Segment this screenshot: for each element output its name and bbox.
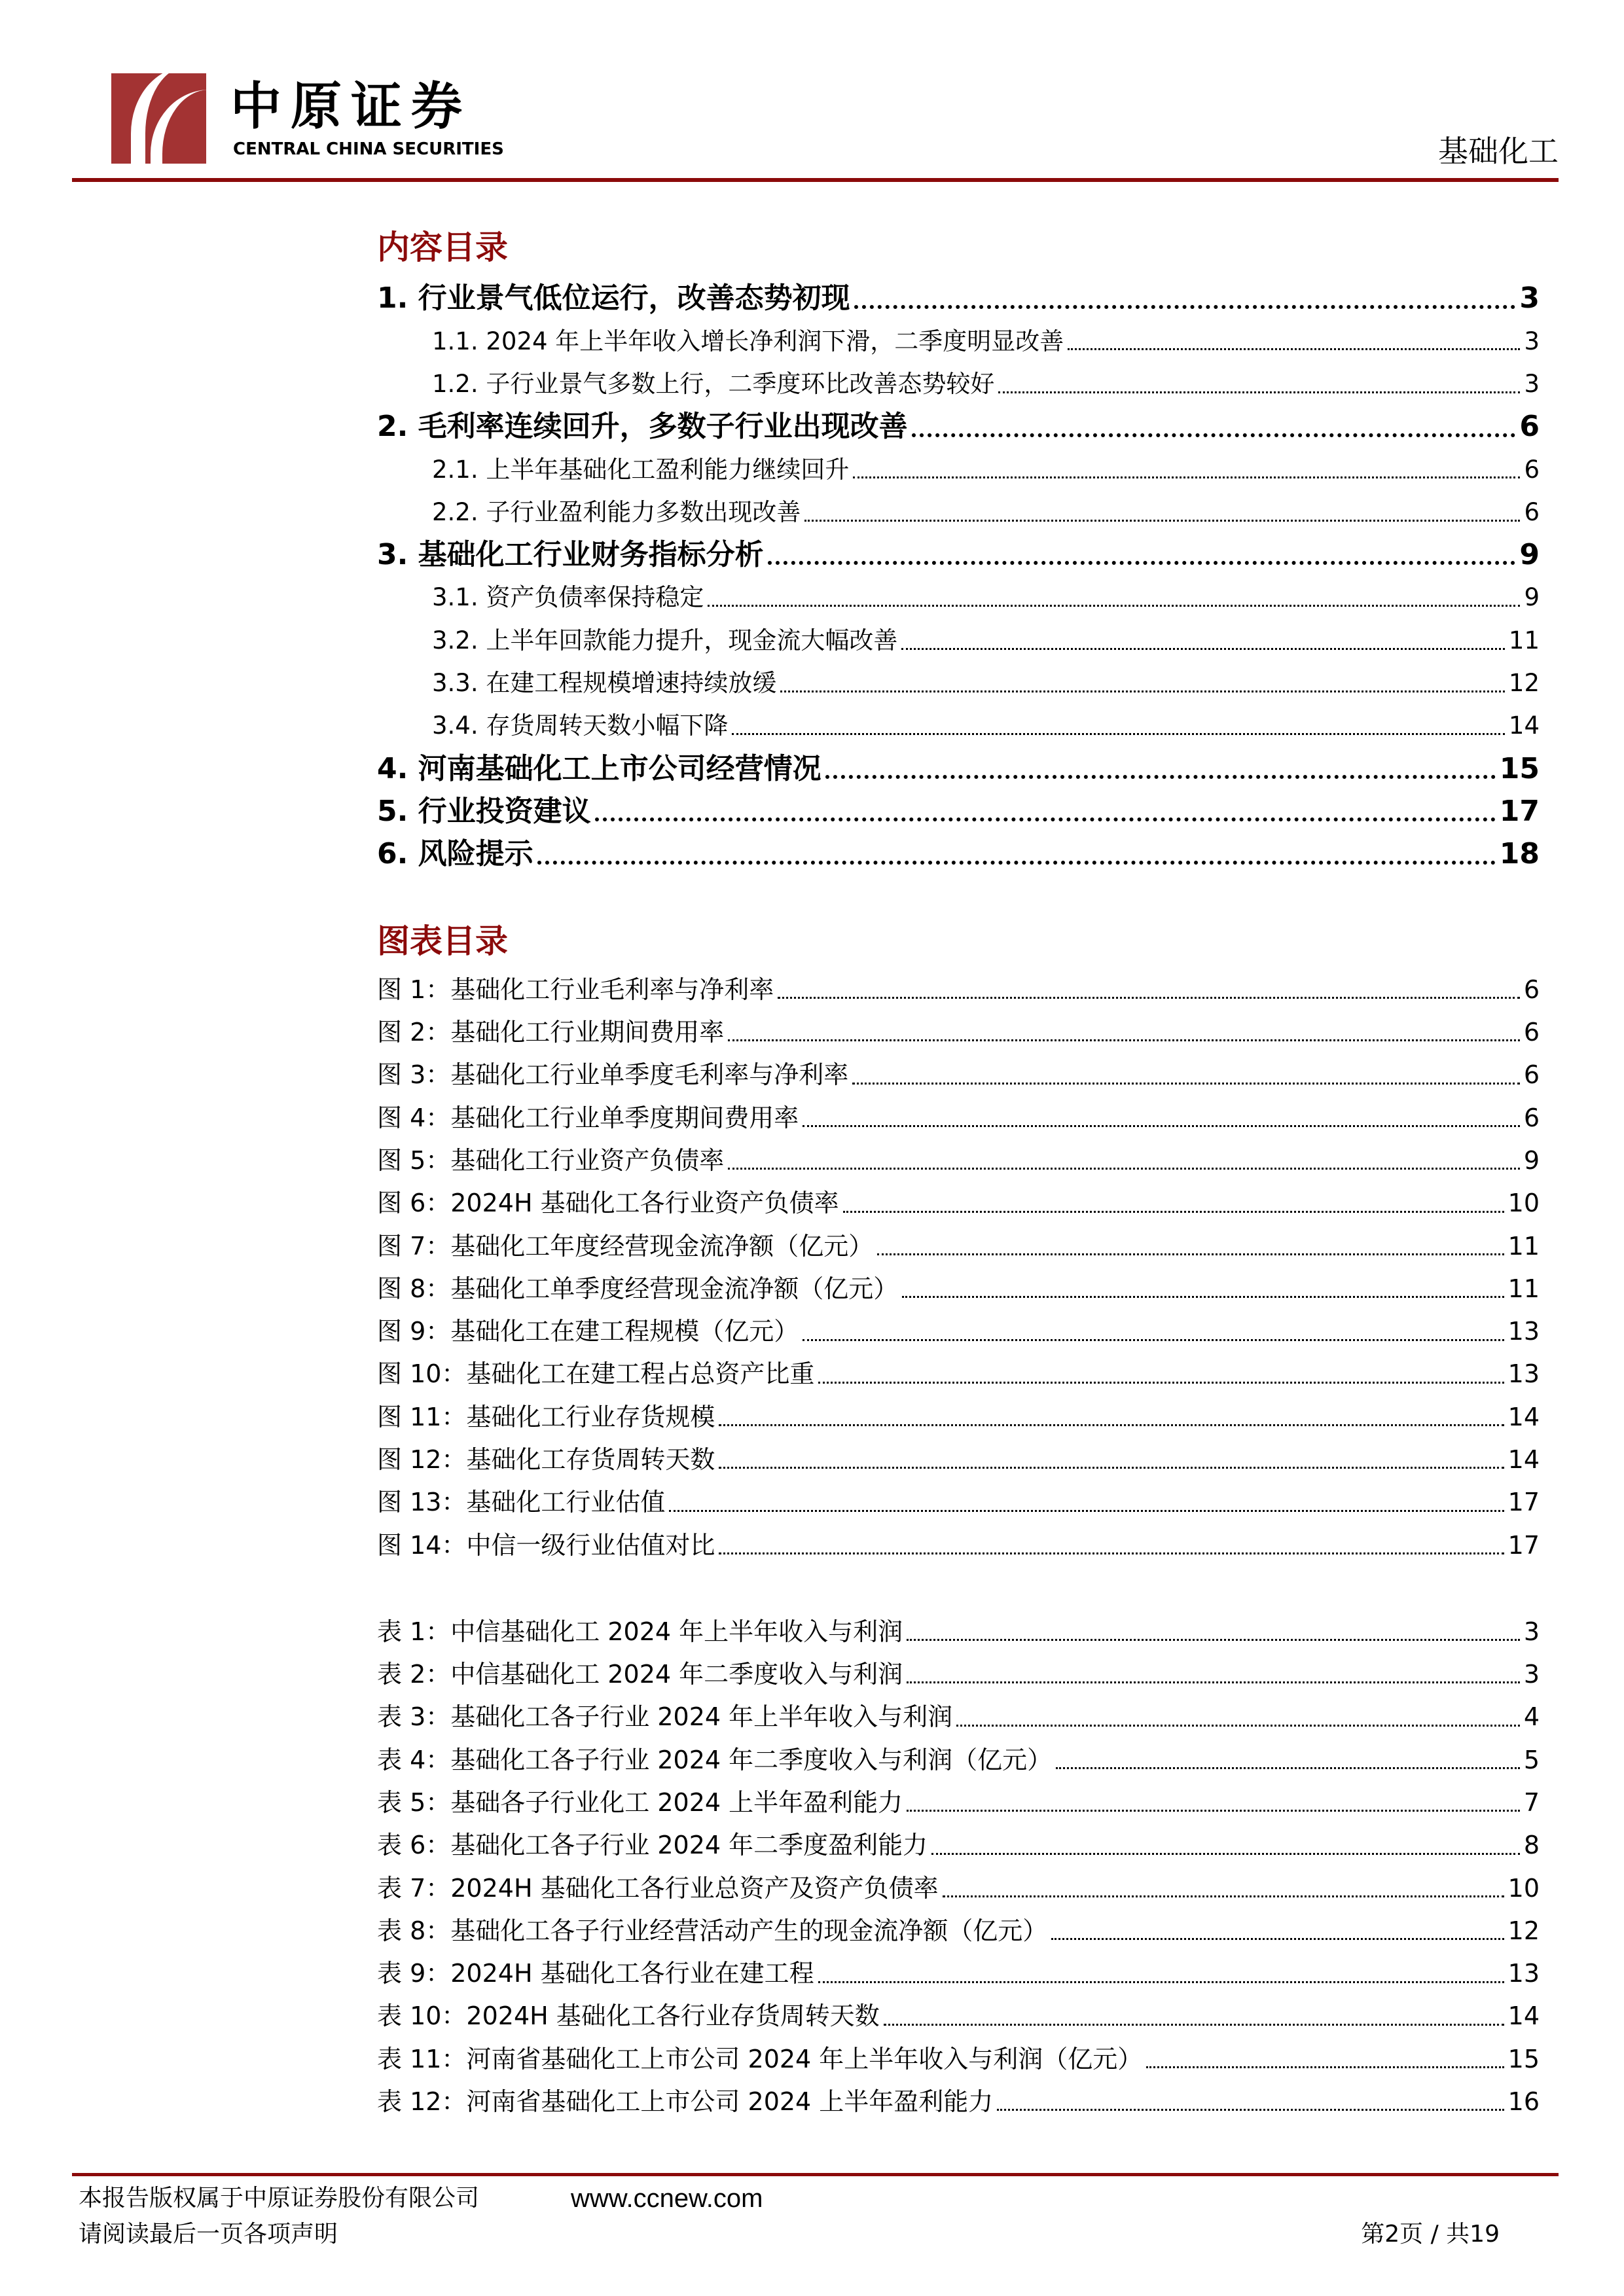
toc-entry[interactable] xyxy=(377,448,1540,491)
toc-entry[interactable] xyxy=(377,747,1540,790)
entry-page: 16 xyxy=(1507,2087,1540,2117)
entry-label: 表 11：河南省基础化工上市公司 2024 年上半年收入与利润（亿元） xyxy=(377,2044,1143,2073)
entry-page: 13 xyxy=(1507,1317,1540,1346)
entry-label: 图 13：基础化工行业估值 xyxy=(377,1488,666,1517)
toc-entry[interactable] xyxy=(377,833,1540,876)
toc-entry[interactable] xyxy=(377,363,1540,406)
logo-text-cn: 中原证券 xyxy=(230,77,472,136)
toc-entry[interactable] xyxy=(377,320,1540,363)
entry-page: 13 xyxy=(1507,1359,1540,1389)
entry-page: 3 xyxy=(1523,1660,1540,1689)
entry-page: 17 xyxy=(1507,1530,1540,1560)
dot-leader xyxy=(728,1039,1520,1041)
entry-page: 6 xyxy=(1524,497,1540,526)
dot-leader xyxy=(719,1467,1504,1469)
toc-entry[interactable] xyxy=(377,969,1540,1011)
entry-label: 表 12：河南省基础化工上市公司 2024 上半年盈利能力 xyxy=(377,2087,994,2117)
entry-page: 15 xyxy=(1507,2044,1540,2073)
entry-label: 图 5：基础化工行业资产负债率 xyxy=(377,1145,725,1175)
entry-page: 15 xyxy=(1499,751,1540,785)
header-divider xyxy=(72,178,1559,182)
entry-page: 6 xyxy=(1524,455,1540,484)
entry-label: 3. 基础化工行业财务指标分析 xyxy=(377,538,764,572)
entry-label: 表 8：基础化工各子行业经营活动产生的现金流净额（亿元） xyxy=(377,1916,1048,1945)
entry-label: 图 8：基础化工单季度经营现金流净额（亿元） xyxy=(377,1274,899,1303)
toc-entry[interactable] xyxy=(377,1696,1540,1739)
toc-entry[interactable] xyxy=(377,1139,1540,1182)
entry-page: 14 xyxy=(1507,1402,1540,1431)
dot-leader xyxy=(943,1895,1504,1897)
toc-entry[interactable] xyxy=(377,534,1540,577)
table-list xyxy=(377,1611,1540,2124)
toc-entry[interactable] xyxy=(377,1354,1540,1396)
dot-leader xyxy=(728,1168,1520,1170)
entry-label: 表 9：2024H 基础化工各行业在建工程 xyxy=(377,1959,814,1988)
dot-leader xyxy=(669,1510,1504,1512)
dot-leader xyxy=(719,1424,1504,1426)
entry-label: 3.1. 资产负债率保持稳定 xyxy=(432,583,704,612)
entry-page: 9 xyxy=(1523,1145,1540,1175)
entry-page: 14 xyxy=(1508,711,1540,740)
logo-mark-icon xyxy=(111,73,206,164)
toc-entry[interactable] xyxy=(377,2038,1540,2081)
entry-label: 5. 行业投资建议 xyxy=(377,794,591,828)
toc-entry[interactable] xyxy=(377,1396,1540,1439)
dot-leader xyxy=(1056,1767,1520,1769)
dot-leader xyxy=(931,1853,1520,1855)
toc-entry[interactable] xyxy=(377,1054,1540,1097)
entry-label: 6. 风险提示 xyxy=(377,837,533,871)
entry-page: 6 xyxy=(1523,975,1540,1004)
dot-leader xyxy=(907,1681,1520,1683)
entry-label: 图 1：基础化工行业毛利率与净利率 xyxy=(377,975,774,1004)
footer-website[interactable]: www.ccnew.com xyxy=(571,2184,763,2213)
entry-page: 3 xyxy=(1523,1617,1540,1646)
entry-page: 9 xyxy=(1519,538,1540,572)
entry-page: 3 xyxy=(1524,369,1540,398)
toc-entry[interactable] xyxy=(377,1739,1540,1782)
dot-leader xyxy=(852,1083,1520,1085)
dot-leader xyxy=(780,691,1505,692)
dot-leader xyxy=(907,1810,1520,1812)
dot-leader xyxy=(884,2024,1504,2026)
dot-leader xyxy=(803,1125,1520,1127)
entry-label: 图 9：基础化工在建工程规模（亿元） xyxy=(377,1317,799,1346)
entry-page: 7 xyxy=(1523,1787,1540,1817)
entry-label: 3.2. 上半年回款能力提升，现金流大幅改善 xyxy=(432,626,898,655)
entry-page: 10 xyxy=(1507,1189,1540,1218)
entry-label: 表 5：基础各子行业化工 2024 上半年盈利能力 xyxy=(377,1787,903,1817)
toc-list xyxy=(377,278,1540,876)
dot-leader xyxy=(708,605,1520,607)
entry-label: 1.1. 2024 年上半年收入增长净利润下滑，二季度明显改善 xyxy=(432,327,1064,355)
dot-leader xyxy=(804,520,1520,522)
dot-leader xyxy=(537,861,1496,865)
dot-leader xyxy=(843,1211,1504,1213)
entry-page: 6 xyxy=(1519,410,1540,444)
dot-leader xyxy=(902,1296,1504,1298)
dot-leader xyxy=(818,1981,1504,1983)
entry-page: 11 xyxy=(1507,1231,1540,1261)
entry-label: 2.2. 子行业盈利能力多数出现改善 xyxy=(432,497,801,526)
toc-entry[interactable] xyxy=(377,1996,1540,2038)
dot-leader xyxy=(818,1382,1504,1384)
toc-entry[interactable] xyxy=(377,1524,1540,1567)
entry-page: 8 xyxy=(1523,1831,1540,1860)
toc-entry[interactable] xyxy=(377,791,1540,833)
toc-entry[interactable] xyxy=(377,619,1540,662)
entry-page: 6 xyxy=(1523,1103,1540,1132)
toc-entry[interactable] xyxy=(377,1310,1540,1353)
dot-leader xyxy=(901,648,1505,650)
toc-entry[interactable] xyxy=(377,705,1540,747)
dot-leader xyxy=(1068,348,1520,350)
toc-entry[interactable] xyxy=(377,1439,1540,1481)
footer-copyright: 本报告版权属于中原证券股份有限公司 xyxy=(79,2185,480,2212)
entry-page: 5 xyxy=(1523,1745,1540,1774)
entry-page: 14 xyxy=(1507,2001,1540,2031)
entry-page: 18 xyxy=(1499,837,1540,871)
dot-leader xyxy=(907,1639,1520,1641)
footer-divider xyxy=(72,2173,1559,2176)
footer-page-number: 第2页 / 共19 xyxy=(1361,2221,1500,2248)
dot-leader xyxy=(732,733,1505,735)
entry-label: 表 6：基础化工各子行业 2024 年二季度盈利能力 xyxy=(377,1831,928,1860)
entry-page: 13 xyxy=(1507,1959,1540,1988)
toc-entry[interactable] xyxy=(377,1611,1540,1653)
footer-disclaimer: 请阅读最后一页各项声明 xyxy=(79,2221,338,2248)
entry-page: 17 xyxy=(1507,1488,1540,1517)
entry-label: 表 2：中信基础化工 2024 年二季度收入与利润 xyxy=(377,1660,903,1689)
entry-page: 12 xyxy=(1508,669,1540,698)
dot-leader xyxy=(1146,2066,1504,2068)
dot-leader xyxy=(1051,1938,1504,1940)
dot-leader xyxy=(877,1253,1504,1255)
toc-entry[interactable] xyxy=(377,491,1540,533)
toc-entry[interactable] xyxy=(377,2081,1540,2123)
entry-page: 4 xyxy=(1523,1702,1540,1732)
dot-leader xyxy=(998,391,1520,393)
entry-label: 图 6：2024H 基础化工各行业资产负债率 xyxy=(377,1189,839,1218)
header-section-title: 基础化工 xyxy=(1438,134,1559,169)
entry-label: 表 10：2024H 基础化工各行业存货周转天数 xyxy=(377,2001,880,2031)
toc-entry[interactable] xyxy=(377,1011,1540,1054)
entry-label: 图 10：基础化工在建工程占总资产比重 xyxy=(377,1359,815,1389)
toc-title: 内容目录 xyxy=(377,228,508,266)
entry-label: 图 2：基础化工行业期间费用率 xyxy=(377,1018,725,1047)
entry-page: 10 xyxy=(1507,1873,1540,1903)
entry-label: 2. 毛利率连续回升，多数子行业出现改善 xyxy=(377,410,908,444)
toc-entry[interactable] xyxy=(377,1482,1540,1524)
entry-label: 表 1：中信基础化工 2024 年上半年收入与利润 xyxy=(377,1617,903,1646)
toc-entry[interactable] xyxy=(377,1824,1540,1867)
toc-entry[interactable] xyxy=(377,1225,1540,1268)
entry-label: 图 11：基础化工行业存货规模 xyxy=(377,1402,715,1431)
entry-label: 表 7：2024H 基础化工各行业总资产及资产负债率 xyxy=(377,1873,939,1903)
toc-entry[interactable] xyxy=(377,1097,1540,1139)
dot-leader xyxy=(778,997,1520,999)
toc-entry[interactable] xyxy=(377,1782,1540,1824)
toc-entry[interactable] xyxy=(377,662,1540,705)
dot-leader xyxy=(854,305,1516,309)
dot-leader xyxy=(956,1725,1520,1727)
dot-leader xyxy=(997,2109,1504,2111)
entry-label: 3.4. 存货周转天数小幅下降 xyxy=(432,711,729,740)
logo-text-en: CENTRAL CHINA SECURITIES xyxy=(233,139,504,159)
entry-label: 图 12：基础化工存货周转天数 xyxy=(377,1445,715,1475)
entry-page: 3 xyxy=(1519,281,1540,315)
toc-entry[interactable] xyxy=(377,1653,1540,1696)
entry-page: 6 xyxy=(1523,1018,1540,1047)
toc-entry[interactable] xyxy=(377,1182,1540,1225)
figure-list xyxy=(377,969,1540,1567)
entry-page: 9 xyxy=(1524,583,1540,612)
toc-entry[interactable] xyxy=(377,1268,1540,1310)
entry-page: 11 xyxy=(1508,626,1540,655)
dot-leader xyxy=(595,817,1496,821)
entry-label: 图 7：基础化工年度经营现金流净额（亿元） xyxy=(377,1231,874,1261)
entry-page: 14 xyxy=(1507,1445,1540,1475)
toc-entry[interactable] xyxy=(377,577,1540,619)
dot-leader xyxy=(803,1339,1504,1341)
entry-label: 图 4：基础化工行业单季度期间费用率 xyxy=(377,1103,799,1132)
entry-label: 表 4：基础化工各子行业 2024 年二季度收入与利润（亿元） xyxy=(377,1745,1053,1774)
entry-label: 2.1. 上半年基础化工盈利能力继续回升 xyxy=(432,455,850,484)
toc-entry[interactable] xyxy=(377,1910,1540,1952)
entry-page: 3 xyxy=(1524,327,1540,355)
entry-page: 12 xyxy=(1507,1916,1540,1945)
entry-label: 表 3：基础化工各子行业 2024 年上半年收入与利润 xyxy=(377,1702,953,1732)
dot-leader xyxy=(825,775,1496,779)
dot-leader xyxy=(912,433,1516,437)
figures-title: 图表目录 xyxy=(377,922,508,960)
entry-label: 图 14：中信一级行业估值对比 xyxy=(377,1530,715,1560)
toc-entry[interactable] xyxy=(377,1867,1540,1910)
entry-label: 3.3. 在建工程规模增速持续放缓 xyxy=(432,669,777,698)
entry-label: 1. 行业景气低位运行，改善态势初现 xyxy=(377,281,850,315)
dot-leader xyxy=(853,476,1520,478)
entry-page: 6 xyxy=(1523,1060,1540,1090)
entry-label: 图 3：基础化工行业单季度毛利率与净利率 xyxy=(377,1060,849,1090)
entry-page: 17 xyxy=(1499,794,1540,828)
entry-label: 1.2. 子行业景气多数上行，二季度环比改善态势较好 xyxy=(432,369,995,398)
entry-page: 11 xyxy=(1507,1274,1540,1303)
dot-leader xyxy=(768,561,1516,565)
entry-label: 4. 河南基础化工上市公司经营情况 xyxy=(377,751,821,785)
toc-entry[interactable] xyxy=(377,278,1540,320)
toc-entry[interactable] xyxy=(377,406,1540,448)
toc-entry[interactable] xyxy=(377,1952,1540,1995)
dot-leader xyxy=(719,1552,1504,1554)
